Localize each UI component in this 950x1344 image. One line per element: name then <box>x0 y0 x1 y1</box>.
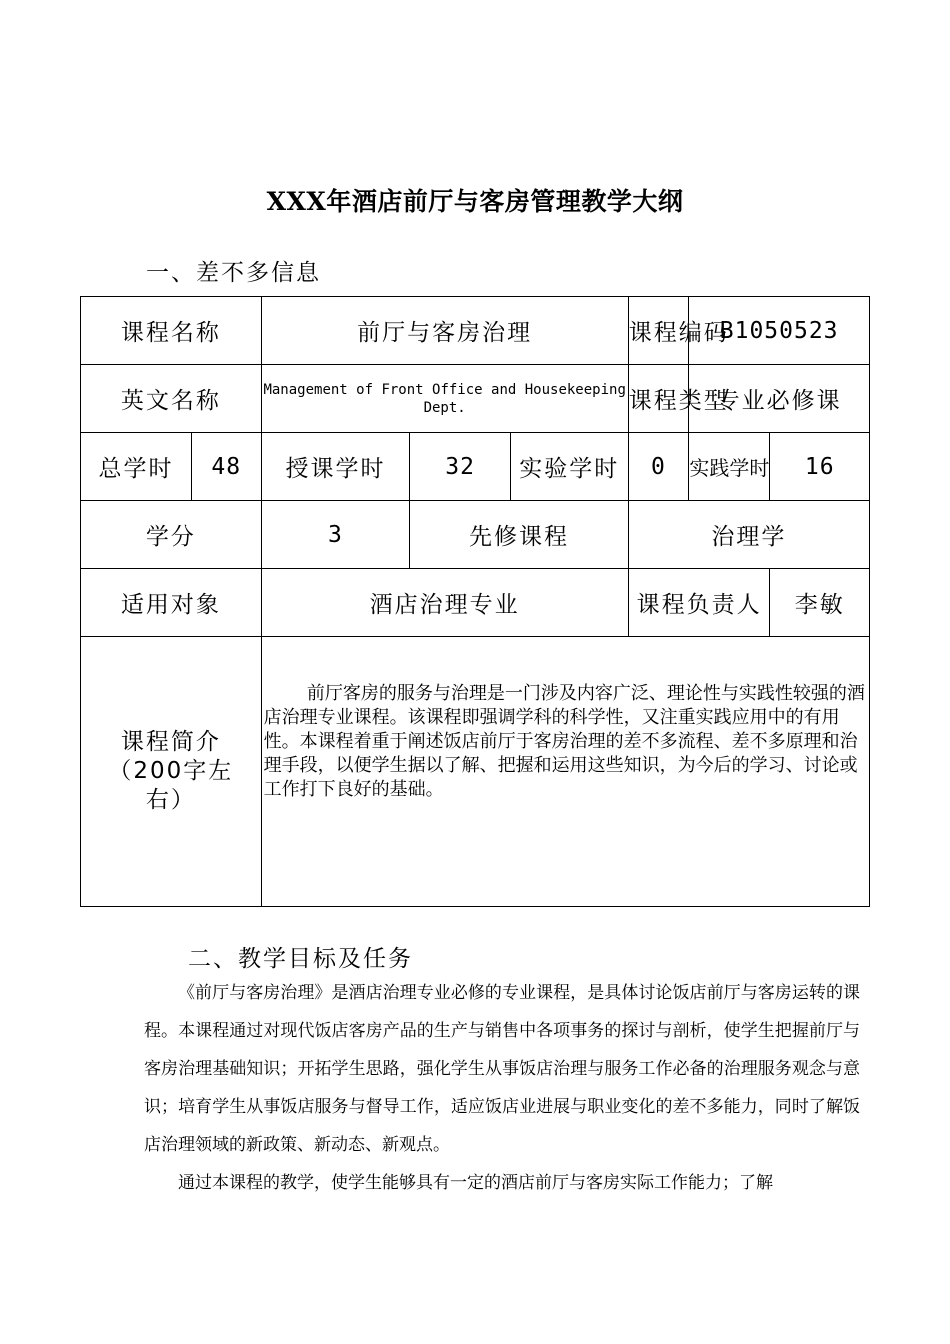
intro-label: 课程简介（200字左右） <box>81 637 262 907</box>
total-hours-value: 48 <box>191 433 261 501</box>
intro-cell <box>261 637 869 907</box>
course-code-value: B1050523 <box>689 297 870 365</box>
credits-label: 学分 <box>81 501 262 569</box>
english-name-label: 英文名称 <box>81 365 262 433</box>
paragraph: 通过本课程的教学，使学生能够具有一定的酒店前厅与客房实际工作能力；了解 <box>178 1173 773 1193</box>
intro-text: 前厅客房的服务与治理是一门涉及内容广泛、理论性与实践性较强的酒店治理专业课程。该课程即强调学科的科学性，又注重实践应用中的有用性。本课程着重于阐述饭店前厅于客房治理的差不多流程、差不多原理和治理手段，以便学生据以了解、把握和运用这些知识，为今后的学习、讨论或工作打下良好的基础。 <box>263 682 865 800</box>
lab-hours-value: 0 <box>628 433 689 501</box>
course-name-value: 前厅与客房治理 <box>261 297 628 365</box>
lead-label: 课程负责人 <box>628 569 770 637</box>
course-type-label: 课程类型 <box>628 365 689 433</box>
table-row <box>81 637 870 907</box>
audience-label: 适用对象 <box>81 569 262 637</box>
course-code-label: 课程编码 <box>628 297 689 365</box>
section-heading-objectives: 二、教学目标及任务 <box>188 946 413 972</box>
prereq-label: 先修课程 <box>410 501 628 569</box>
total-hours-label: 总学时 <box>81 433 192 501</box>
table-row <box>81 433 870 501</box>
practice-hours-label: 实践学时 <box>689 433 770 501</box>
lead-value: 李敏 <box>770 569 870 637</box>
credits-value: 3 <box>261 501 410 569</box>
section-heading-basic-info: 一、差不多信息 <box>146 260 321 286</box>
table-row <box>81 501 870 569</box>
table-row <box>81 569 870 637</box>
course-type-value: 专业必修课 <box>689 365 870 433</box>
english-name-value: Management of Front Office and Housekeeping Dept. <box>261 365 628 433</box>
audience-value: 酒店治理专业 <box>261 569 628 637</box>
paragraph: 《前厅与客房治理》是酒店治理专业必修的专业课程，是具体讨论饭店前厅与客房运转的课程。本课程通过对现代饭店客房产品的生产与销售中各项事务的探讨与剖析，使学生把握前厅与客房治理基础知识；开拓学生思路，强化学生从事饭店治理与服务工作必备的治理服务观念与意识；培育学生从事饭店服务与督导工作，适应饭店业进展与职业变化的差不多能力，同时了解饭店治理领域的新政策、新动态、新观点。 <box>144 983 860 1155</box>
practice-hours-value: 16 <box>770 433 870 501</box>
objectives-body <box>144 974 860 1202</box>
table-row <box>81 365 870 433</box>
prereq-value: 治理学 <box>628 501 869 569</box>
lecture-hours-label: 授课学时 <box>261 433 410 501</box>
table-row <box>81 297 870 365</box>
document-title: XXX年酒店前厅与客房管理教学大纲 <box>266 187 684 216</box>
lab-hours-label: 实验学时 <box>510 433 628 501</box>
lecture-hours-value: 32 <box>410 433 511 501</box>
course-info-table <box>80 296 870 907</box>
course-name-label: 课程名称 <box>81 297 262 365</box>
